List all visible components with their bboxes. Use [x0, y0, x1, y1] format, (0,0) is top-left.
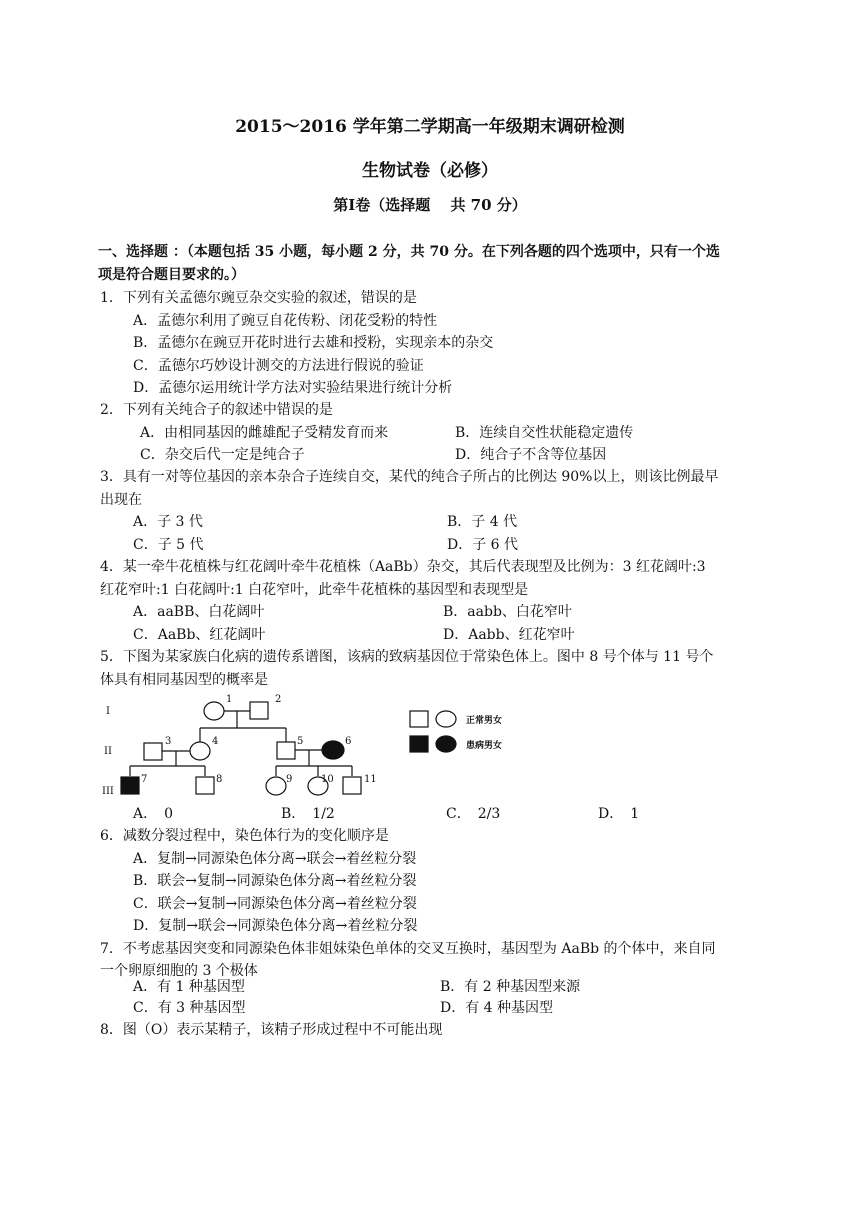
- q6-option-d: D．复制→联会→同源染色体分离→着丝粒分裂: [133, 918, 418, 934]
- individual-6-affected-female: [322, 741, 344, 759]
- q7-option-b: B．有 2 种基因型来源: [440, 979, 581, 995]
- legend-normal-male-symbol: [410, 711, 428, 727]
- q4-option-c: C．AaBb、红花阔叶: [133, 627, 266, 643]
- q5-stem-line2: 体具有相同基因型的概率是: [100, 672, 268, 688]
- individual-number-1: 1: [226, 694, 233, 705]
- q4-option-d: D．Aabb、红花窄叶: [443, 627, 575, 643]
- q2-stem: 2．下列有关纯合子的叙述中错误的是: [100, 402, 333, 418]
- q2-option-b: B．连续自交性状能稳定遗传: [455, 425, 634, 441]
- q5-stem-line1: 5．下图为某家族白化病的遗传系谱图，该病的致病基因位于常染色体上。图中 8 号个体与 11 号个: [100, 649, 714, 665]
- subject-title: 生物试卷（必修）: [362, 161, 498, 181]
- q2-option-c: C．杂交后代一定是纯合子: [140, 447, 305, 463]
- q7-stem-line1: 7．不考虑基因突变和同源染色体非姐妹染色单体的交叉互换时，基因型为 AaBb 的个体中，来自同: [100, 941, 716, 957]
- legend-normal-female-symbol: [436, 711, 456, 727]
- legend-affected-male-symbol: [410, 736, 428, 752]
- q4-stem-line2: 红花窄叶:1 白花阔叶:1 白花窄叶，此牵牛花植株的基因型和表现型是: [100, 582, 529, 598]
- legend-affected-female-symbol: [436, 736, 456, 752]
- q1-stem: 1．下列有关孟德尔豌豆杂交实验的叙述，错误的是: [100, 290, 417, 306]
- q8-stem: 8．图（O）表示某精子，该精子形成过程中不可能出现: [100, 1022, 443, 1038]
- individual-number-3: 3: [165, 736, 172, 747]
- individual-9-normal-female: [266, 777, 286, 795]
- volume-title: 第Ⅰ卷（选择题 共 70 分）: [333, 196, 527, 214]
- q3-option-b: B．子 4 代: [447, 514, 518, 530]
- q5-option-a: A． 0: [133, 806, 174, 822]
- q3-option-d: D．子 6 代: [447, 537, 519, 553]
- q6-stem: 6．减数分裂过程中，染色体行为的变化顺序是: [100, 828, 389, 844]
- q5-option-b: B． 1/2: [281, 806, 335, 822]
- generation-label-3: III: [102, 786, 114, 797]
- individual-number-9: 9: [286, 774, 293, 785]
- legend-affected-label: 患病男女: [466, 741, 503, 751]
- individual-number-8: 8: [216, 774, 223, 785]
- q1-option-d: D．孟德尔运用统计学方法对实验结果进行统计分析: [133, 380, 453, 396]
- legend-normal-label: 正常男女: [466, 716, 503, 726]
- q5-option-c: C． 2/3: [446, 806, 501, 822]
- individual-number-11: 11: [364, 774, 377, 785]
- q6-option-b: B．联会→复制→同源染色体分离→着丝粒分裂: [133, 873, 417, 889]
- q3-stem-line2: 出现在: [100, 492, 142, 508]
- generation-label-1: I: [106, 706, 110, 717]
- q4-option-a: A．aaBB、白花阔叶: [133, 604, 265, 620]
- individual-2-normal-male: [250, 702, 268, 719]
- individual-8-normal-male: [196, 777, 214, 794]
- individual-number-5: 5: [297, 736, 304, 747]
- individual-1-normal-female: [204, 702, 224, 720]
- q4-stem-line1: 4．某一牵牛花植株与红花阔叶牵牛花植株（AaBb）杂交，其后代表现型及比例为：3 红花阔叶:3: [100, 559, 706, 575]
- section-instructions-line1: 一、选择题 ：（本题包括 35 小题，每小题 2 分，共 70 分。在下列各题的四个选项中，只有一个选: [98, 244, 720, 260]
- q7-stem-line2: 一个卵原细胞的 3 个极体: [100, 963, 258, 979]
- individual-number-2: 2: [275, 694, 282, 705]
- q4-option-b: B．aabb、白花窄叶: [443, 604, 572, 620]
- q1-option-c: C．孟德尔巧妙设计测交的方法进行假说的验证: [133, 358, 424, 374]
- page-title: 2015～2016 学年第二学期高一年级期末调研检测: [235, 117, 625, 137]
- q3-option-c: C．子 5 代: [133, 537, 204, 553]
- q7-option-d: D．有 4 种基因型: [440, 1000, 554, 1016]
- individual-number-10: 10: [321, 774, 334, 785]
- pedigree-diagram: [100, 690, 580, 802]
- q2-option-d: D．纯合子不含等位基因: [455, 447, 607, 463]
- individual-11-normal-male: [343, 777, 361, 794]
- generation-label-2: II: [104, 746, 112, 757]
- individual-number-7: 7: [141, 774, 148, 785]
- q6-option-a: A．复制→同源染色体分离→联会→着丝粒分裂: [133, 851, 417, 867]
- q6-option-c: C．联会→复制→同源染色体分离→着丝粒分裂: [133, 896, 417, 912]
- q2-option-a: A．由相同基因的雌雄配子受精发育而来: [140, 425, 389, 441]
- individual-7-affected-male: [121, 777, 139, 794]
- q3-stem-line1: 3．具有一对等位基因的亲本杂合子连续自交，某代的纯合子所占的比例达 90%以上，则该比例最早: [100, 469, 719, 485]
- q7-option-c: C．有 3 种基因型: [133, 1000, 246, 1016]
- q3-option-a: A．子 3 代: [133, 514, 203, 530]
- individual-4-normal-female: [190, 742, 210, 760]
- q5-option-d: D． 1: [598, 806, 640, 822]
- individual-number-4: 4: [212, 736, 219, 747]
- q7-option-a: A．有 1 种基因型: [133, 979, 245, 995]
- individual-3-normal-male: [144, 743, 162, 760]
- section-instructions-line2: 项是符合题目要求的。）: [98, 267, 245, 283]
- individual-5-normal-male: [277, 742, 295, 759]
- q1-option-a: A．孟德尔利用了豌豆自花传粉、闭花受粉的特性: [133, 313, 438, 329]
- individual-number-6: 6: [345, 736, 352, 747]
- q1-option-b: B．孟德尔在豌豆开花时进行去雄和授粉，实现亲本的杂交: [133, 335, 494, 351]
